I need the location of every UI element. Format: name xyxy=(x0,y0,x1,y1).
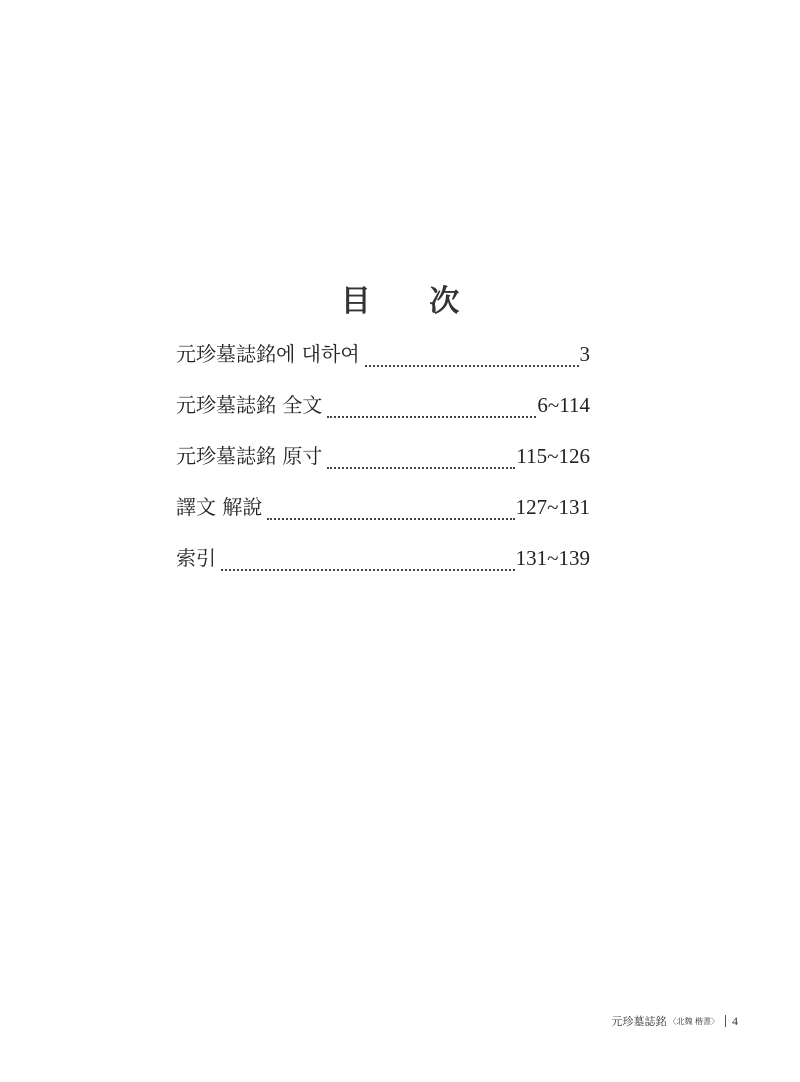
toc-entry xyxy=(176,491,590,542)
toc-entry xyxy=(176,440,590,491)
toc-entry-label: 索引 xyxy=(176,546,216,570)
toc-dot-leader xyxy=(327,466,515,469)
toc-entry xyxy=(176,542,590,593)
toc-entry-label: 譯文 解說 xyxy=(176,495,263,519)
toc-dot-leader xyxy=(267,517,514,520)
footer-subtitle: 〈北魏 楷書〉 xyxy=(668,1016,719,1026)
toc-dot-leader xyxy=(365,364,579,367)
toc-entry-pages: 127~131 xyxy=(515,495,590,519)
footer-book-title: 元珍墓誌銘 xyxy=(611,1015,667,1028)
toc-entry-label: 元珍墓誌銘 原寸 xyxy=(176,444,323,468)
page-title: 目 次 xyxy=(340,284,484,320)
running-footer xyxy=(611,1013,738,1029)
toc-dot-leader xyxy=(221,568,515,571)
toc-entry xyxy=(176,338,590,389)
toc-entry-pages: 115~126 xyxy=(516,444,590,468)
toc-dot-leader xyxy=(327,415,536,418)
toc-entry-pages: 131~139 xyxy=(515,546,590,570)
toc-entry-pages: 6~114 xyxy=(537,393,590,417)
toc-entry xyxy=(176,389,590,440)
toc-entry-label: 元珍墓誌銘 全文 xyxy=(176,393,323,417)
table-of-contents xyxy=(176,338,590,593)
page-number: 4 xyxy=(732,1013,738,1028)
toc-entry-label: 元珍墓誌銘에 대하여 xyxy=(176,342,360,366)
footer-divider xyxy=(725,1015,726,1027)
toc-entry-pages: 3 xyxy=(579,342,590,366)
